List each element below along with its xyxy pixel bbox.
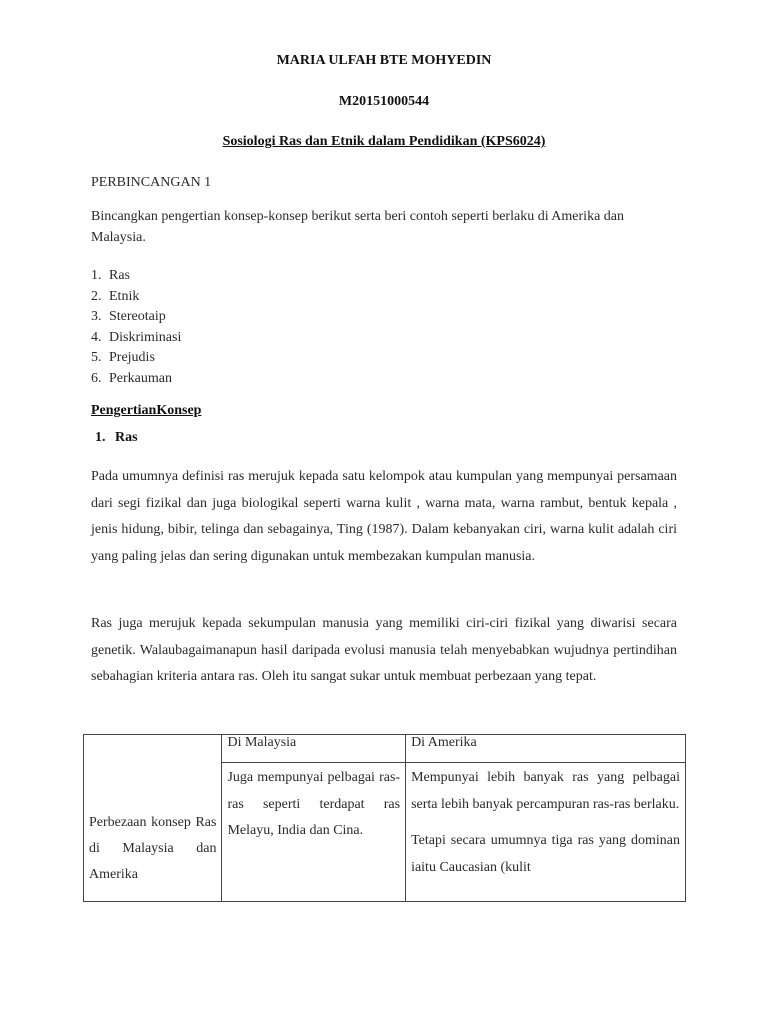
list-item-number: 4.	[91, 329, 102, 345]
discussion-label: PERBINCANGAN 1	[91, 175, 212, 190]
list-item-number: 6.	[91, 370, 102, 386]
list-item	[91, 307, 181, 328]
list-item	[91, 266, 181, 287]
author-name: MARIA ULFAH BTE MOHYEDIN	[276, 53, 492, 68]
cell-clip	[411, 763, 680, 901]
list-item	[91, 287, 181, 308]
amerika-text-1: Mempunyai lebih banyak ras yang pelbagai serta lebih banyak percampuran ras-ras berlaku.	[411, 770, 680, 812]
column-header-amerika: Di Amerika	[406, 735, 686, 763]
sub-heading-number: 1.	[95, 430, 106, 445]
paragraph-definition: Pada umumnya definisi ras merujuk kepada satu kelompok atau kumpulan yang mempunyai persamaan dari segi fizikal dan juga biologikal seperti warna kulit , warna mata, warna rambut, bentuk kepala , jenis hidung, bibir, telinga dan sebagainya, Ting (1987). Dalam kebanyakan ciri, warna kulit adalah ciri yang paling jelas dan sering digunakan untuk membezakan kumpulan manusia.	[91, 469, 677, 564]
sub-heading-title: Ras	[115, 430, 138, 445]
cell-clip	[227, 763, 400, 901]
list-item-label: Diskriminasi	[109, 329, 182, 345]
list-item-label: Etnik	[109, 288, 140, 304]
list-item-number: 2.	[91, 288, 102, 304]
section-heading: PengertianKonsep	[91, 403, 202, 418]
cell-amerika	[406, 763, 686, 902]
table-corner-cell	[84, 735, 222, 902]
list-item-number: 5.	[91, 350, 102, 365]
malaysia-text: Juga mempunyai pelbagai ras-ras seperti terdapat ras Melayu, India dan Cina.	[227, 770, 401, 839]
list-item-label: Perkauman	[109, 370, 172, 386]
sub-heading	[95, 430, 138, 446]
list-item-label: Ras	[109, 268, 130, 283]
discussion-prompt: Bincangkan pengertian konsep-konsep berikut serta beri contoh seperti berlaku di Amerika dan Malaysia.	[91, 209, 624, 245]
cell-malaysia	[222, 763, 406, 902]
list-item-number: 3.	[91, 309, 102, 324]
list-item-label: Stereotaip	[109, 309, 166, 324]
list-item	[91, 369, 181, 390]
student-id: M20151000544	[338, 94, 430, 109]
list-item-label: Prejudis	[109, 350, 155, 365]
row-label: Perbezaan konsep Ras di Malaysia dan Amerika	[89, 815, 217, 882]
table-header-row	[84, 735, 686, 763]
paragraph-genetic: Ras juga merujuk kepada sekumpulan manusia yang memiliki ciri-ciri fizikal yang diwarisi secara genetik. Walaubagaimanapun hasil daripada evolusi manusia telah menyebabkan wujudnya pertindihan sebahagian kriteria antara ras. Oleh itu sangat sukar untuk membuat perbezaan yang tepat.	[91, 616, 677, 685]
concept-list	[91, 266, 181, 389]
list-item-number: 1.	[91, 268, 102, 283]
list-item	[91, 348, 181, 369]
comparison-table	[83, 734, 686, 902]
column-header-malaysia: Di Malaysia	[222, 735, 406, 763]
amerika-text-2: Tetapi secara umumnya tiga ras yang dominan iaitu Caucasian (kulit	[411, 833, 680, 875]
list-item	[91, 328, 181, 349]
course-title: Sosiologi Ras dan Etnik dalam Pendidikan (KPS6024)	[222, 134, 546, 149]
